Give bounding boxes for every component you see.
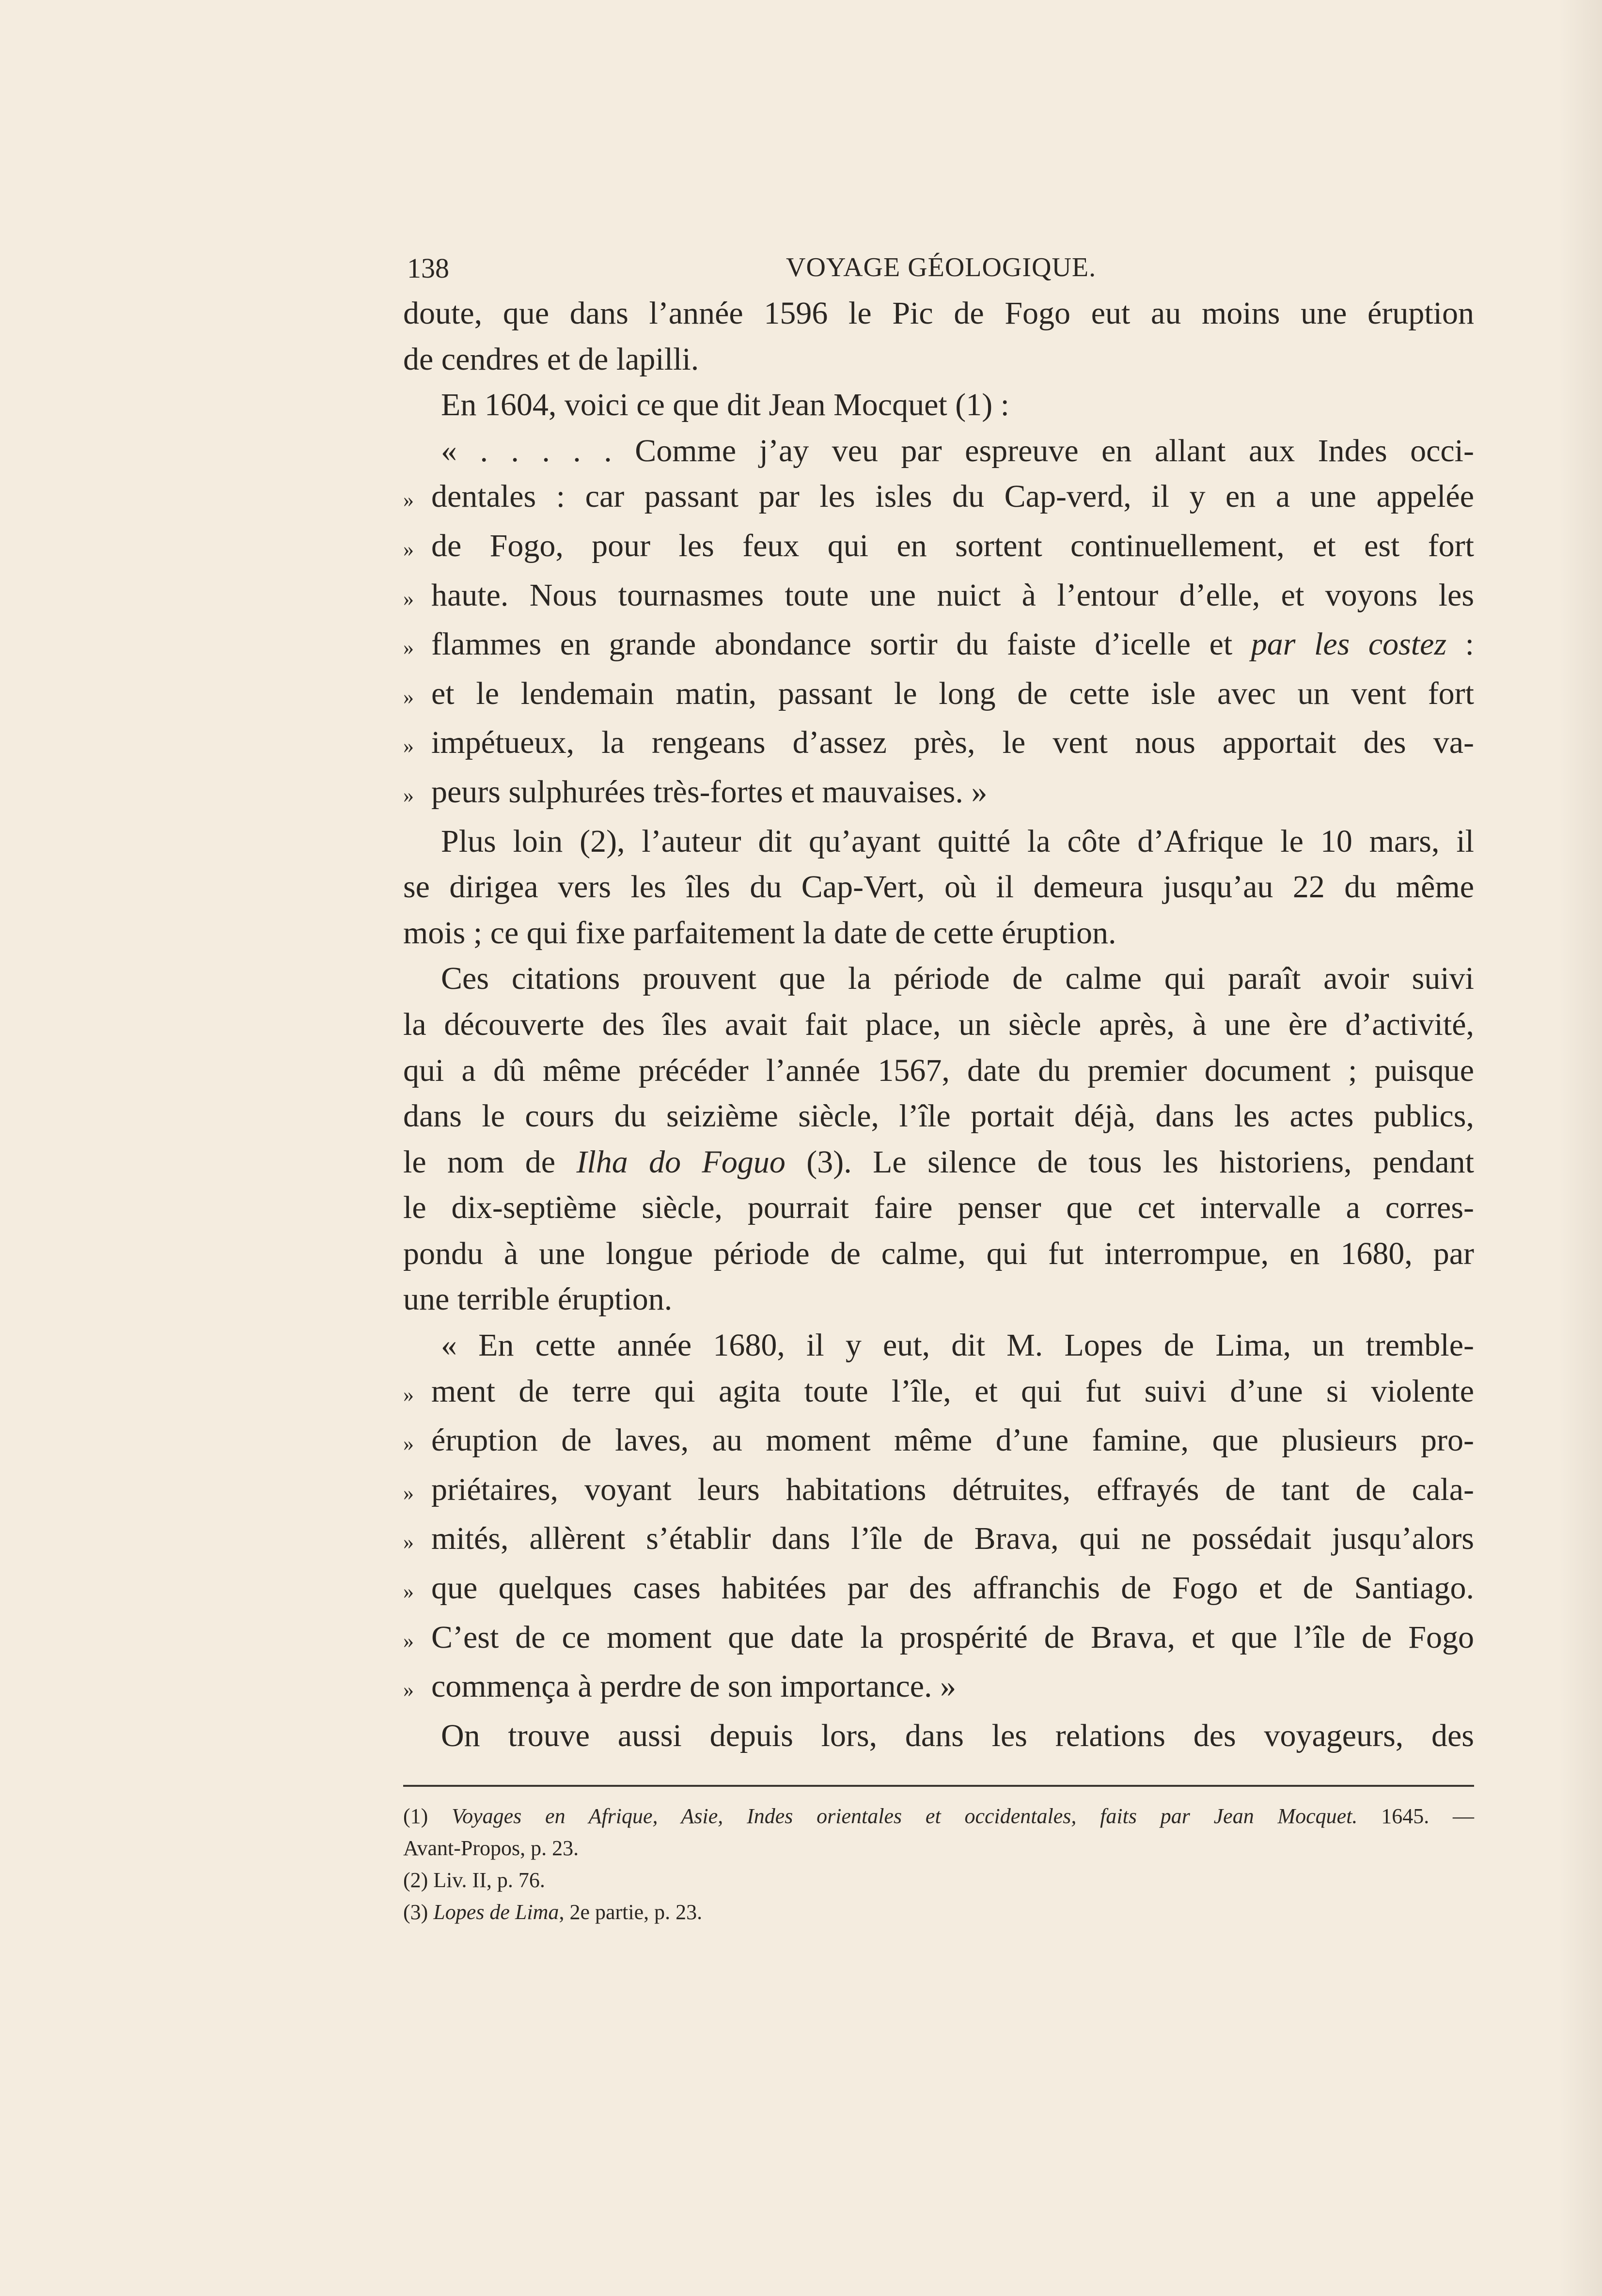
quote-mark: »	[403, 488, 414, 512]
quoted-line: » ment de terre qui agita toute l’île, et qui fut suivi d’une si violente	[403, 1369, 1474, 1418]
text-line: le nom de Ilha do Foguo (3). Le silence de tous les historiens, pendant	[403, 1144, 1474, 1180]
italic-phrase: par les costez	[1251, 626, 1447, 662]
text-line: mois ; ce qui fixe parfaitement la date de cette éruption.	[403, 915, 1116, 951]
quote-mark: »	[403, 1628, 414, 1653]
quoted-line: » dentales : car passant par les isles du Cap-verd, il y en a une appelée	[403, 474, 1474, 523]
quote-mark: »	[403, 1432, 414, 1456]
running-title: VOYAGE GÉOLOGIQUE.	[786, 252, 1097, 282]
footnote-author: Lopes de Lima	[433, 1900, 559, 1924]
quote-mark: »	[403, 734, 414, 758]
text-line: En 1604, voici ce que dit Jean Mocquet (1) :	[441, 387, 1010, 423]
quote-mark: »	[403, 1678, 414, 1702]
text-line: le dix-septième siècle, pourrait faire penser que cet intervalle a corres-	[403, 1190, 1474, 1226]
footnote-title: Voyages en Afrique, Asie, Indes orientales et occidentales, faits par Jean Mocquet.	[452, 1804, 1358, 1828]
quoted-line: » commença à perdre de son importance. »	[403, 1664, 1474, 1713]
text-line: se dirigea vers les îles du Cap-Vert, où il demeura jusqu’au 22 du même	[403, 869, 1474, 905]
footnote-1: (1) Voyages en Afrique, Asie, Indes orientales et occidentales, faits par Jean Mocquet. 1645. —	[403, 1804, 1475, 1828]
quoted-line: » priétaires, voyant leurs habitations détruites, effrayés de tant de cala-	[403, 1467, 1474, 1516]
text-line: pondu à une longue période de calme, qui fut interrompue, en 1680, par	[403, 1235, 1474, 1271]
quote-mark: »	[403, 1481, 414, 1505]
italic-phrase: Ilha do Foguo	[576, 1144, 785, 1180]
quote-mark: »	[403, 586, 414, 610]
quoted-line: » et le lendemain matin, passant le long de cette isle avec un vent fort	[403, 671, 1474, 720]
quote-mark: »	[403, 1530, 414, 1554]
quoted-line: » que quelques cases habitées par des affranchis de Fogo et de Santiago.	[403, 1565, 1474, 1615]
quote-mark: »	[403, 685, 414, 709]
quoted-line: » peurs sulphurées très-fortes et mauvaises. »	[403, 769, 1474, 819]
quoted-line: » éruption de laves, au moment même d’une famine, que plusieurs pro-	[403, 1418, 1474, 1467]
text-line: « En cette année 1680, il y eut, dit M. Lopes de Lima, un tremble-	[441, 1328, 1474, 1363]
quoted-line: » de Fogo, pour les feux qui en sortent continuellement, et est fort	[403, 523, 1474, 573]
footnote-1-continuation: Avant-Propos, p. 23.	[403, 1836, 579, 1860]
body-text	[403, 291, 1474, 1759]
quoted-line: » C’est de ce moment que date la prospérité de Brava, et que l’île de Fogo	[403, 1615, 1474, 1664]
page-edge-shadow	[1558, 0, 1602, 2296]
footnote-rule	[403, 1785, 1474, 1787]
footnotes	[403, 1800, 1474, 1928]
quote-mark: »	[403, 1382, 414, 1406]
footnote-2: (2) Liv. II, p. 76.	[403, 1868, 545, 1892]
page-number: 138	[407, 252, 449, 284]
text-line: On trouve aussi depuis lors, dans les relations des voyageurs, des	[441, 1718, 1474, 1753]
footnote-3: (3) Lopes de Lima, 2e partie, p. 23.	[403, 1900, 703, 1924]
text-line: une terrible éruption.	[403, 1281, 673, 1317]
quoted-line: » flammes en grande abondance sortir du faiste d’icelle et par les costez :	[403, 622, 1474, 671]
text-line: la découverte des îles avait fait place, un siècle après, à une ère d’activité,	[403, 1006, 1474, 1042]
text-line: qui a dû même précéder l’année 1567, date du premier document ; puisque	[403, 1052, 1474, 1088]
quote-mark: »	[403, 783, 414, 807]
text-line: Ces citations prouvent que la période de calme qui paraît avoir suivi	[441, 961, 1474, 997]
page-text-block	[403, 252, 1474, 1928]
running-head	[403, 252, 1474, 291]
quoted-line: » haute. Nous tournasmes toute une nuict à l’entour d’elle, et voyons les	[403, 573, 1474, 622]
text-line: « . . . . . Comme j’ay veu par espreuve en allant aux Indes occi-	[441, 433, 1474, 469]
quote-mark: »	[403, 537, 414, 561]
text-line: dans le cours du seizième siècle, l’île portait déjà, dans les actes publics,	[403, 1098, 1474, 1134]
quoted-line: » impétueux, la rengeans d’assez près, le vent nous apportait des va-	[403, 720, 1474, 769]
text-line: de cendres et de lapilli.	[403, 341, 699, 377]
quote-mark: »	[403, 636, 414, 660]
quote-mark: »	[403, 1579, 414, 1604]
text-line: Plus loin (2), l’auteur dit qu’ayant quitté la côte d’Afrique le 10 mars, il	[441, 823, 1474, 859]
quoted-line: » mités, allèrent s’établir dans l’île de Brava, qui ne possédait jusqu’alors	[403, 1516, 1474, 1565]
text-line: doute, que dans l’année 1596 le Pic de Fogo eut au moins une éruption	[403, 296, 1474, 331]
